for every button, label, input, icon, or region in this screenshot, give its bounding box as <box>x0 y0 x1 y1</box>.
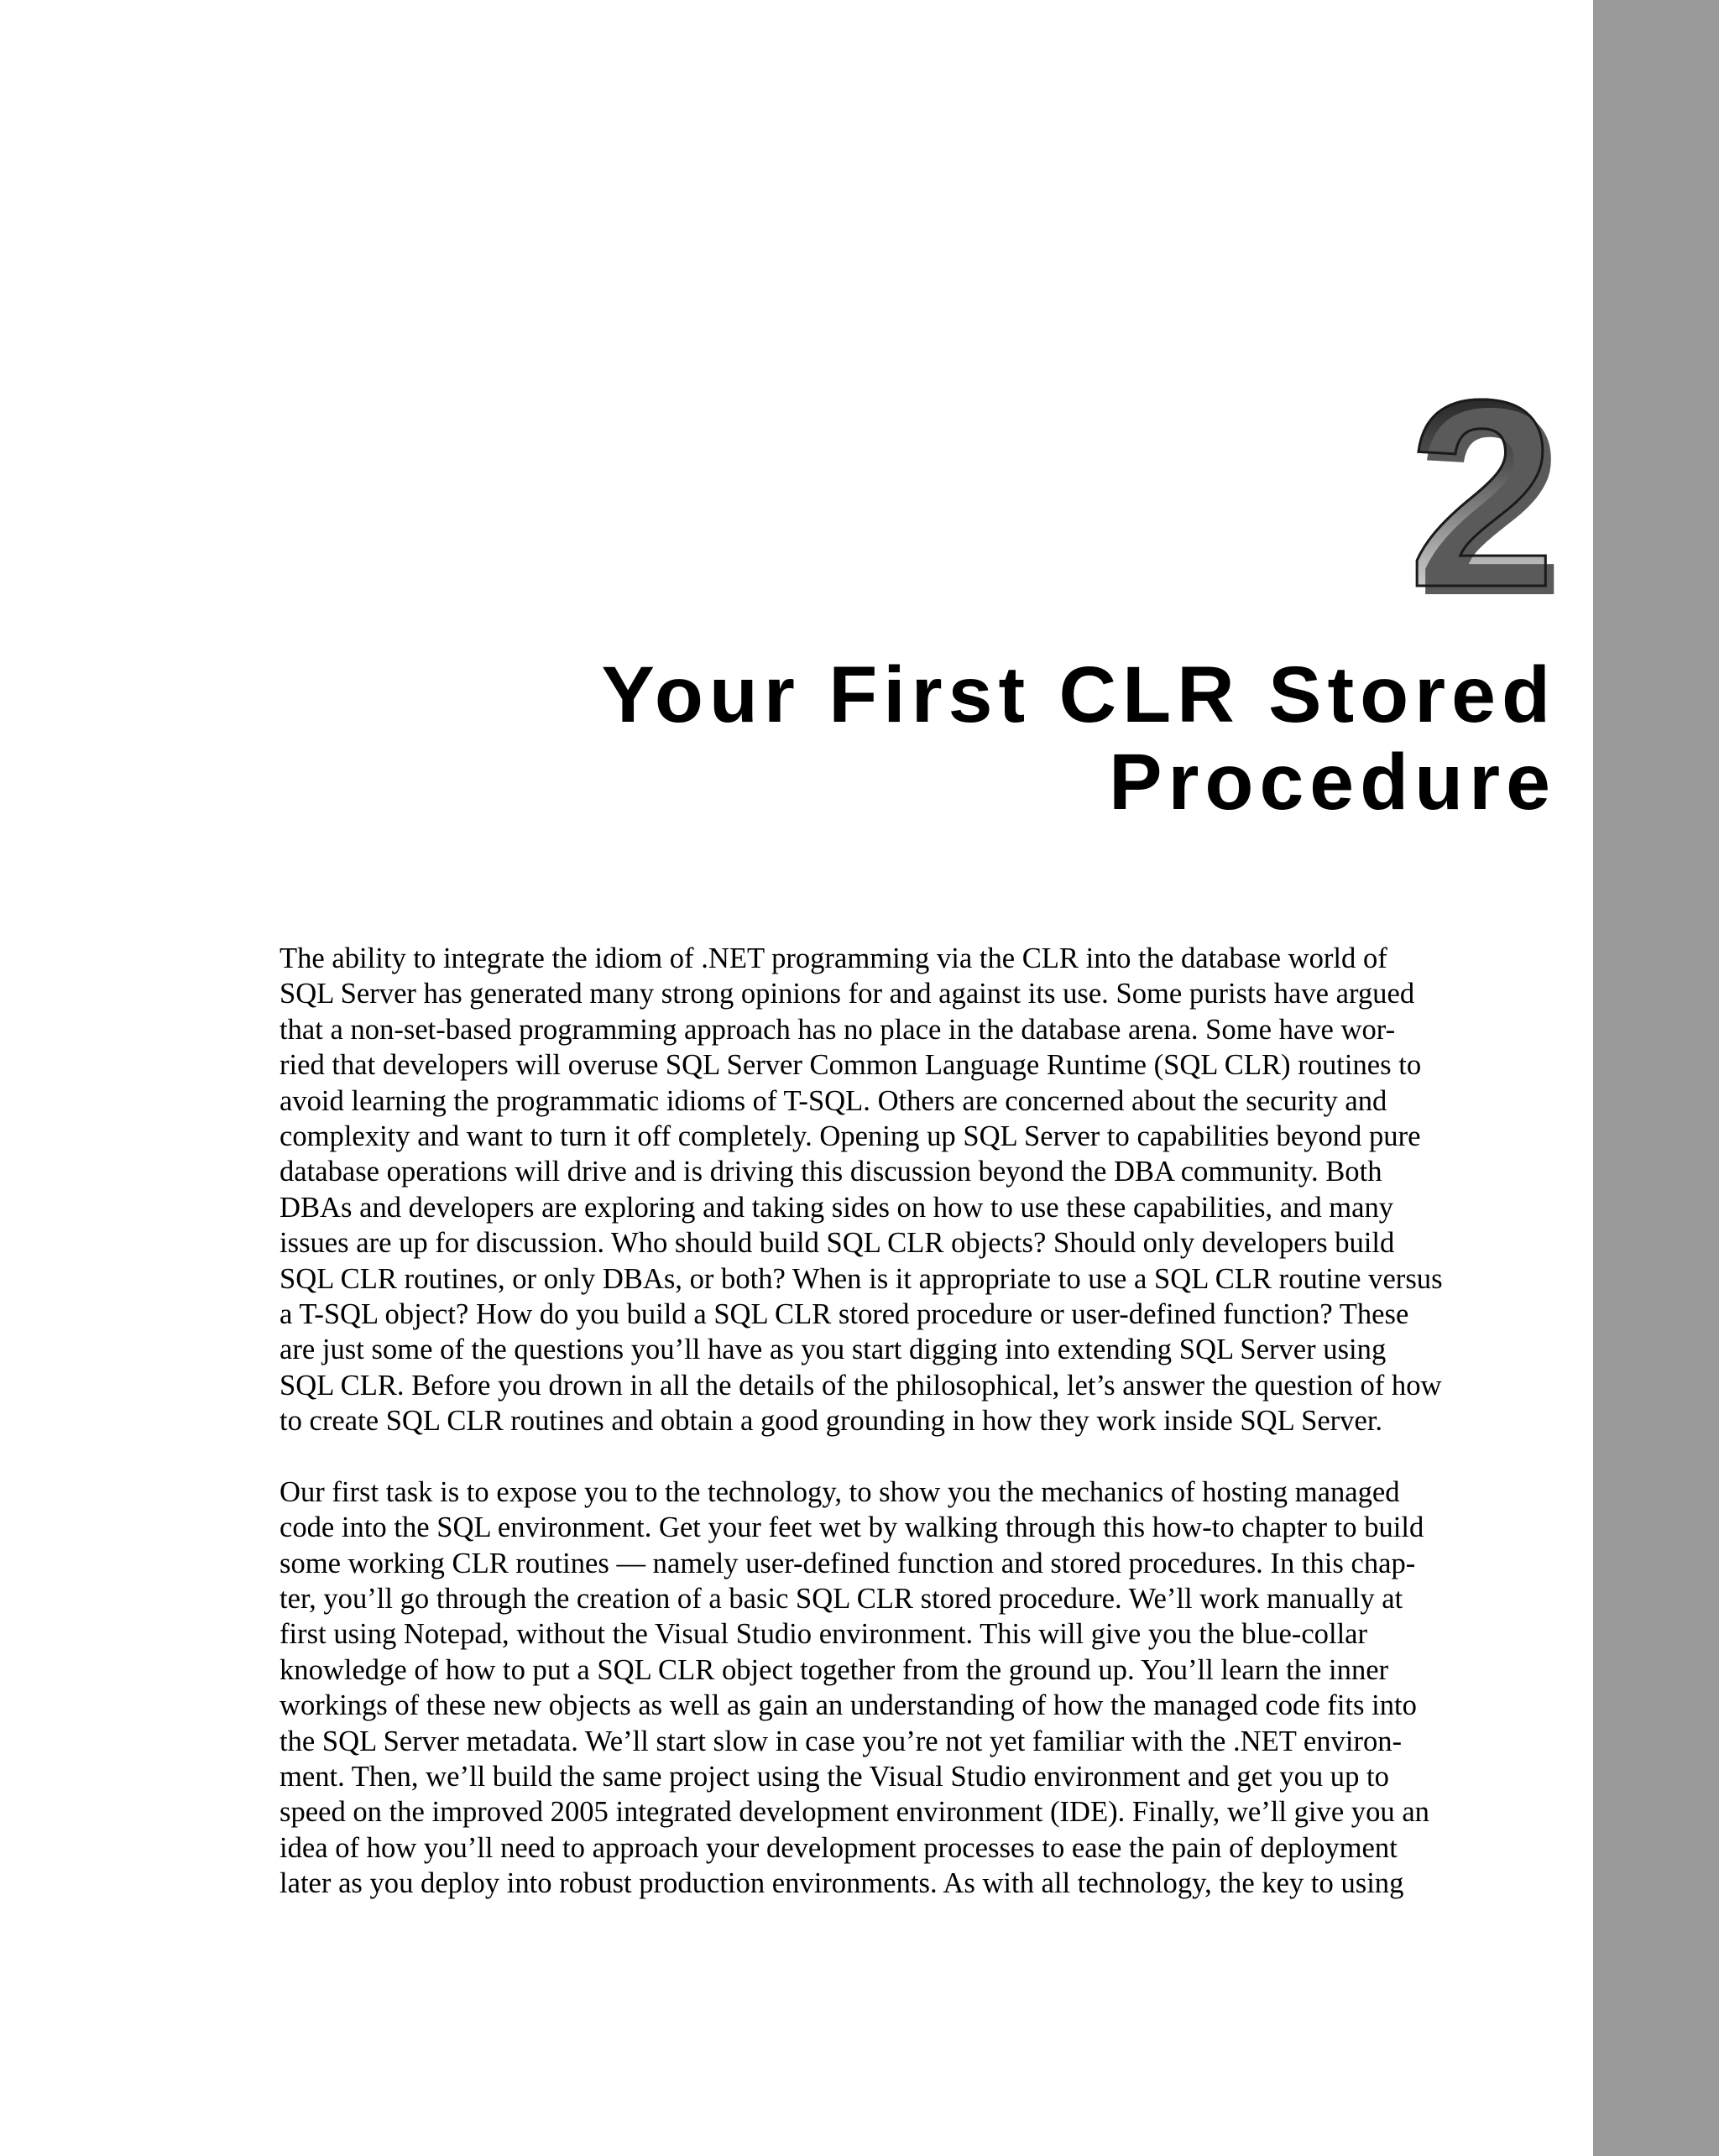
paragraph-gap <box>280 1439 1557 1475</box>
text-line: ried that developers will overuse SQL Server Common Language Runtime (SQL CLR) routines to <box>280 1049 1422 1082</box>
chapter-tab-sidebar <box>1593 0 1719 2156</box>
text-line: knowledge of how to put a SQL CLR object together from the ground up. You’ll learn the inner <box>280 1653 1389 1686</box>
paragraph-2 <box>280 1475 1557 1902</box>
text-line: that a non-set-based programming approach has no place in the database arena. Some have wor- <box>280 1013 1396 1046</box>
text-line: are just some of the questions you’ll have as you start digging into extending SQL Server using <box>280 1334 1387 1366</box>
chapter-number: 2 <box>1304 361 1556 628</box>
text-line: a T-SQL object? How do you build a SQL CLR stored procedure or user-defined function? These <box>280 1298 1409 1331</box>
text-line: database operations will drive and is driving this discussion beyond the DBA community. Both <box>280 1156 1382 1188</box>
text-line: workings of these new objects as well as gain an understanding of how the managed code fits into <box>280 1689 1417 1722</box>
text-line: DBAs and developers are exploring and taking sides on how to use these capabilities, and many <box>280 1191 1394 1224</box>
text-line: code into the SQL environment. Get your feet wet by walking through this how-to chapter to build <box>280 1511 1424 1544</box>
text-line: speed on the improved 2005 integrated development environment (IDE). Finally, we’ll give you an <box>280 1796 1429 1829</box>
text-line: SQL CLR routines, or only DBAs, or both? When is it appropriate to use a SQL CLR routine versus <box>280 1262 1443 1295</box>
text-line: idea of how you’ll need to approach your development processes to ease the pain of deployment <box>280 1831 1398 1864</box>
body-text <box>280 941 1557 1902</box>
text-line: later as you deploy into robust production environments. As with all technology, the key to using <box>280 1867 1404 1900</box>
text-line: to create SQL CLR routines and obtain a good grounding in how they work inside SQL Server. <box>280 1405 1383 1438</box>
text-line: issues are up for discussion. Who should build SQL CLR objects? Should only developers build <box>280 1227 1395 1260</box>
paragraph-1 <box>280 941 1557 1439</box>
chapter-title-line: Your First CLR Stored <box>601 650 1556 739</box>
chapter-title <box>381 651 1556 826</box>
text-line: SQL Server has generated many strong opinions for and against its use. Some purists have argued <box>280 978 1415 1010</box>
chapter-title-line: Procedure <box>1109 738 1556 827</box>
text-line: Our first task is to expose you to the technology, to show you the mechanics of hosting managed <box>280 1475 1400 1508</box>
text-line: the SQL Server metadata. We’ll start slow in case you’re not yet familiar with the .NET environ- <box>280 1725 1403 1757</box>
text-line: The ability to integrate the idiom of .NET programming via the CLR into the database world of <box>280 942 1387 974</box>
text-line: avoid learning the programmatic idioms of T-SQL. Others are concerned about the security and <box>280 1084 1387 1117</box>
text-line: SQL CLR. Before you drown in all the details of the philosophical, let’s answer the question of how <box>280 1369 1442 1402</box>
text-line: some working CLR routines — namely user-defined function and stored procedures. In this chap- <box>280 1547 1416 1579</box>
text-line: ment. Then, we’ll build the same project using the Visual Studio environment and get you up to <box>280 1760 1389 1793</box>
text-line: first using Notepad, without the Visual Studio environment. This will give you the blue-collar <box>280 1618 1368 1651</box>
text-line: ter, you’ll go through the creation of a basic SQL CLR stored procedure. We’ll work manually at <box>280 1582 1403 1615</box>
text-line: complexity and want to turn it off completely. Opening up SQL Server to capabilities beyond pure <box>280 1120 1421 1153</box>
